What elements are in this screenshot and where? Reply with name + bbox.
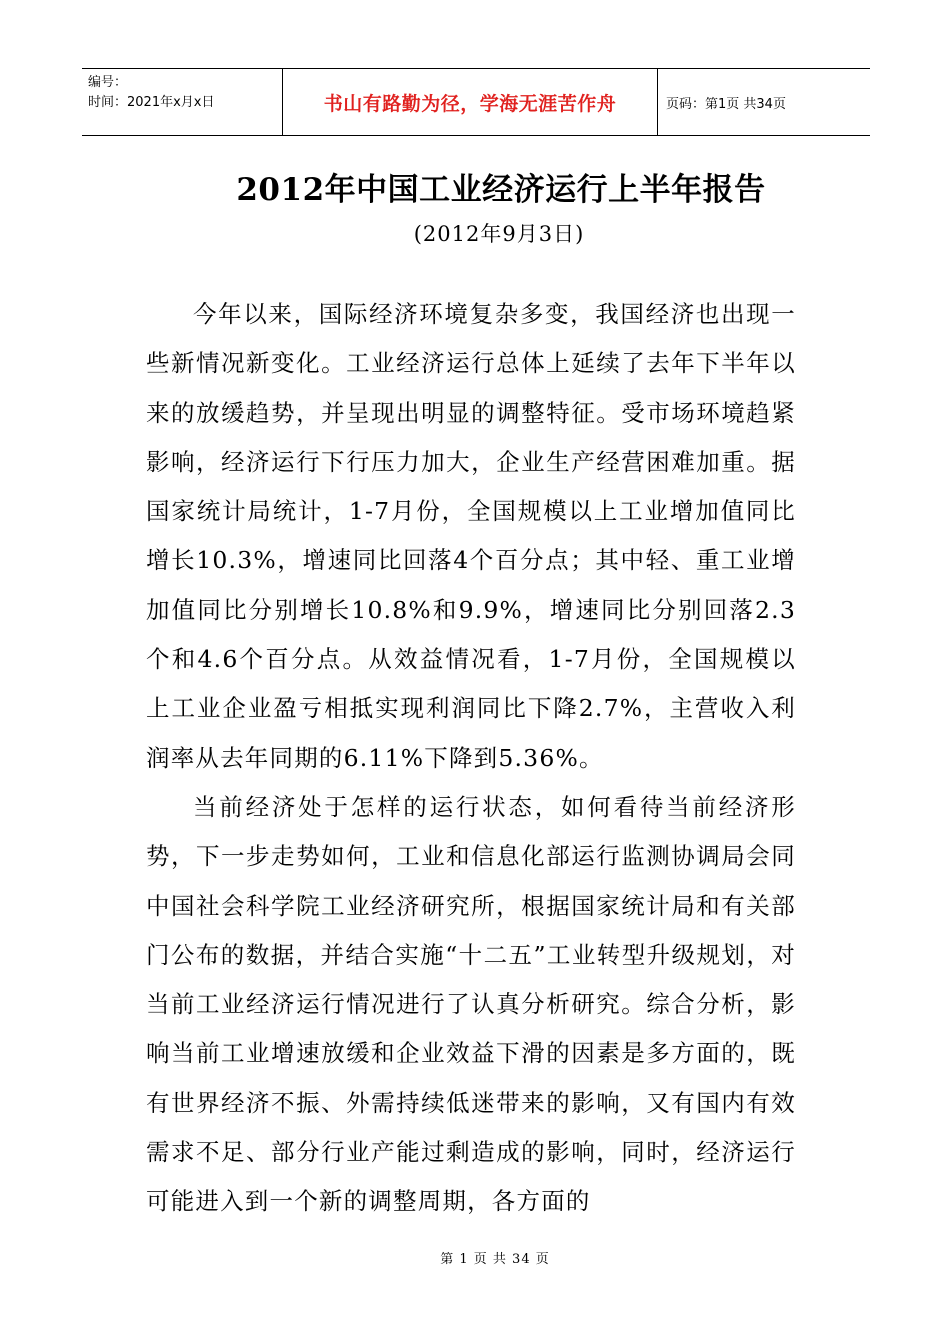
number-label: 编号： — [88, 75, 128, 90]
header-page-info: 页码：第1页 共34页 — [666, 96, 786, 112]
paragraph: 当前经济处于怎样的运行状态，如何看待当前经济形势，下一步走势如何，工业和信息化部运行监测协调局会同中国社会科学院工业经济研究所，根据国家统计局和有关部门公布的数据，并结合实施“十二五”工业转型升级规划，对当前工业经济运行情况进行了认真分析研究。综合分析，影响当前工业增速放缓和企业效益下滑的因素是多方面的，既有世界经济不振、外需持续低迷带来的影响，又有国内有效需求不足、部分行业产能过剩造成的影响，同时，经济运行可能进入到一个新的调整周期，各方面的 — [146, 792, 796, 1216]
page-footer: 第 1 页 共 34 页 — [440, 1252, 550, 1267]
document-body — [146, 290, 796, 1227]
header-motto: 书山有路勤为径，学海无涯苦作舟 — [282, 69, 658, 135]
document-title: 2012年中国工业经济运行上半年报告 — [236, 172, 766, 208]
header-meta — [82, 69, 282, 135]
time-label: 时间：2021年x月x日 — [88, 95, 215, 110]
document-date: (2012年9月3日) — [413, 222, 585, 246]
header-table — [82, 68, 870, 136]
paragraph: 今年以来，国际经济环境复杂多变，我国经济也出现一些新情况新变化。工业经济运行总体上延续了去年下半年以来的放缓趋势，并呈现出明显的调整特征。受市场环境趋紧影响，经济运行下行压力加大，企业生产经营困难加重。据国家统计局统计，1-7月份，全国规模以上工业增加值同比增长10.3%，增速同比回落4个百分点；其中轻、重工业增加值同比分别增长10.8%和9.9%，增速同比分别回落2.3个和4.6个百分点。从效益情况看，1-7月份，全国规模以上工业企业盈亏相抵实现利润同比下降2.7%，主营收入利润率从去年同期的6.11%下降到5.36%。 — [146, 300, 796, 772]
